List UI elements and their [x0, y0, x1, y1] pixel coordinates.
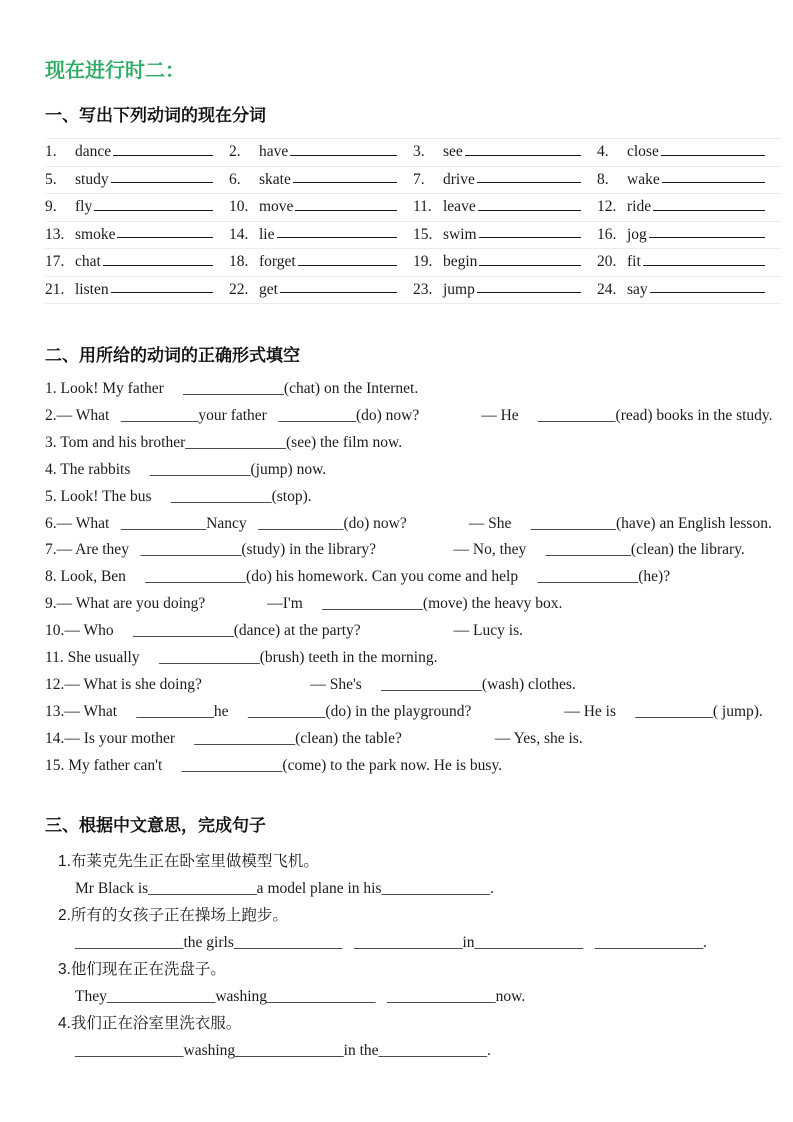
translation-item — [45, 956, 785, 1010]
exercise-line: 4. The rabbits _____________(jump) now. — [45, 460, 327, 478]
verb-number: 16. — [597, 225, 617, 243]
section2-heading: 二、用所给的动词的正确形式填空 — [45, 346, 300, 365]
verb-item — [597, 139, 781, 166]
answer-blank — [293, 182, 397, 183]
verb-number: 14. — [229, 225, 249, 243]
answer-blank — [479, 237, 581, 238]
verb-item — [229, 277, 413, 304]
verb-item — [413, 249, 597, 276]
verb-item — [229, 194, 413, 221]
answer-blank — [111, 292, 213, 293]
verb-number: 10. — [229, 198, 249, 215]
verb-item — [413, 139, 597, 166]
answer-blank — [290, 155, 397, 156]
verb-item — [597, 194, 781, 221]
verb-item — [597, 167, 781, 194]
verb-word: chat — [75, 253, 101, 270]
verb-word: smoke — [75, 225, 116, 243]
verb-word: listen — [75, 280, 109, 298]
verb-number: 6. — [229, 170, 241, 188]
exercise-line: 11. She usually _____________(brush) teeth in the morning. — [45, 649, 438, 667]
answer-blank — [649, 237, 765, 238]
answer-blank — [111, 182, 213, 183]
verb-number: 22. — [229, 280, 249, 298]
section3-exercises — [45, 848, 785, 1064]
page-title: 现在进行时二： — [45, 60, 185, 82]
verb-number: 17. — [45, 253, 65, 270]
verb-number: 5. — [45, 170, 57, 188]
verb-table-row — [45, 167, 781, 195]
chinese-sentence: 2.所有的女孩子正在操场上跑步。 — [58, 906, 288, 924]
verb-word: see — [443, 143, 463, 160]
translation-item — [45, 848, 785, 902]
verb-number: 15. — [413, 225, 433, 243]
verb-word: begin — [443, 253, 478, 270]
verb-word: fly — [75, 198, 93, 215]
verb-item — [45, 139, 229, 166]
exercise-line: 6.— What ___________Nancy ___________(do) now? — She ___________(have) an English lesson. — [45, 514, 772, 532]
verb-word: fit — [627, 253, 641, 270]
verb-item — [45, 222, 229, 249]
verb-word: swim — [443, 225, 477, 243]
verb-number: 3. — [413, 143, 425, 160]
section2-exercises — [45, 376, 785, 780]
answer-blank — [295, 210, 397, 211]
exercise-line: 7.— Are they _____________(study) in the library? — No, they ___________(clean) the library. — [45, 541, 745, 559]
verb-item — [413, 222, 597, 249]
verb-word: jog — [627, 225, 647, 243]
exercise-line: 8. Look, Ben _____________(do) his homework. Can you come and help _____________(he)? — [45, 568, 671, 586]
answer-blank — [298, 265, 397, 266]
verb-table — [45, 138, 781, 304]
verb-item — [229, 139, 413, 166]
verb-number: 4. — [597, 143, 609, 160]
exercise-line: 9.— What are you doing? —I'm _____________(move) the heavy box. — [45, 595, 563, 613]
verb-word: lie — [259, 225, 275, 243]
verb-number: 24. — [597, 280, 617, 298]
verb-item — [45, 194, 229, 221]
verb-number: 21. — [45, 280, 65, 298]
verb-word: move — [259, 198, 294, 215]
section3-heading: 三、根据中文意思，完成句子 — [45, 815, 266, 835]
verb-item — [45, 277, 229, 304]
verb-word: wake — [627, 170, 660, 188]
verb-item — [229, 249, 413, 276]
english-answer-line: ______________washing______________in the______________. — [75, 1041, 491, 1059]
exercise-line: 15. My father can't _____________(come) to the park now. He is busy. — [45, 756, 503, 774]
answer-blank — [465, 155, 581, 156]
verb-item — [229, 222, 413, 249]
verb-word: say — [627, 280, 648, 298]
answer-blank — [478, 210, 581, 211]
translation-item — [45, 1010, 785, 1064]
verb-table-row — [45, 249, 781, 277]
verb-number: 19. — [413, 253, 433, 270]
exercise-line: 1. Look! My father _____________(chat) on the Internet. — [45, 380, 419, 397]
chinese-sentence: 1.布莱克先生正在卧室里做模型飞机。 — [58, 852, 319, 870]
verb-word: skate — [259, 170, 291, 188]
verb-word: dance — [75, 143, 112, 160]
verb-table-row — [45, 222, 781, 250]
translation-item — [45, 902, 785, 956]
verb-item — [597, 277, 781, 304]
chinese-sentence: 4.我们正在浴室里洗衣服。 — [58, 1014, 242, 1032]
verb-item — [597, 249, 781, 276]
verb-word: have — [259, 143, 289, 160]
verb-table-row — [45, 194, 781, 222]
english-answer-line: Mr Black is______________a model plane in his______________. — [75, 879, 494, 897]
exercise-line: 5. Look! The bus _____________(stop). — [45, 487, 312, 505]
verb-number: 8. — [597, 170, 609, 188]
verb-word: leave — [443, 198, 476, 215]
verb-word: drive — [443, 170, 475, 188]
exercise-line: 3. Tom and his brother_____________(see) the film now. — [45, 433, 403, 451]
answer-blank — [94, 210, 213, 211]
verb-word: close — [627, 143, 659, 160]
section1-heading: 一、写出下列动词的现在分词 — [45, 106, 266, 125]
verb-number: 2. — [229, 143, 241, 160]
answer-blank — [650, 292, 765, 293]
verb-number: 12. — [597, 198, 617, 215]
verb-number: 1. — [45, 143, 57, 160]
verb-word: ride — [627, 198, 652, 215]
answer-blank — [661, 155, 765, 156]
verb-number: 18. — [229, 253, 249, 270]
verb-table-row — [45, 277, 781, 305]
exercise-line: 13.— What __________he __________(do) in the playground? — He is __________( jump). — [45, 702, 763, 720]
verb-item — [597, 222, 781, 249]
verb-number: 20. — [597, 253, 617, 270]
answer-blank — [117, 237, 213, 238]
verb-number: 7. — [413, 170, 425, 188]
verb-word: study — [75, 170, 109, 188]
verb-item — [413, 167, 597, 194]
answer-blank — [653, 210, 765, 211]
verb-word: forget — [259, 253, 296, 270]
verb-item — [413, 277, 597, 304]
verb-number: 9. — [45, 198, 57, 215]
english-answer-line: ______________the girls______________ ______________in______________ ______________. — [75, 933, 708, 951]
verb-table-row — [45, 139, 781, 167]
answer-blank — [479, 265, 581, 266]
answer-blank — [477, 182, 581, 183]
answer-blank — [113, 155, 213, 156]
exercise-line: 10.— Who _____________(dance) at the party? — Lucy is. — [45, 622, 523, 640]
exercise-line: 14.— Is your mother _____________(clean) the table? — Yes, she is. — [45, 729, 583, 747]
verb-word: jump — [443, 280, 475, 298]
verb-item — [45, 167, 229, 194]
answer-blank — [280, 292, 397, 293]
answer-blank — [277, 237, 398, 238]
answer-blank — [477, 292, 581, 293]
exercise-line: 2.— What __________your father __________(do) now? — He __________(read) books in the study. — [45, 406, 773, 424]
verb-number: 11. — [413, 198, 432, 215]
verb-item — [413, 194, 597, 221]
english-answer-line: They______________washing______________ ______________now. — [75, 987, 526, 1005]
exercise-line: 12.— What is she doing? — She's _____________(wash) clothes. — [45, 675, 576, 693]
verb-number: 23. — [413, 280, 433, 298]
answer-blank — [662, 182, 765, 183]
answer-blank — [103, 265, 213, 266]
verb-item — [229, 167, 413, 194]
verb-item — [45, 249, 229, 276]
answer-blank — [643, 265, 765, 266]
verb-word: get — [259, 280, 278, 298]
chinese-sentence: 3.他们现在正在洗盘子。 — [58, 960, 226, 978]
verb-number: 13. — [45, 225, 65, 243]
